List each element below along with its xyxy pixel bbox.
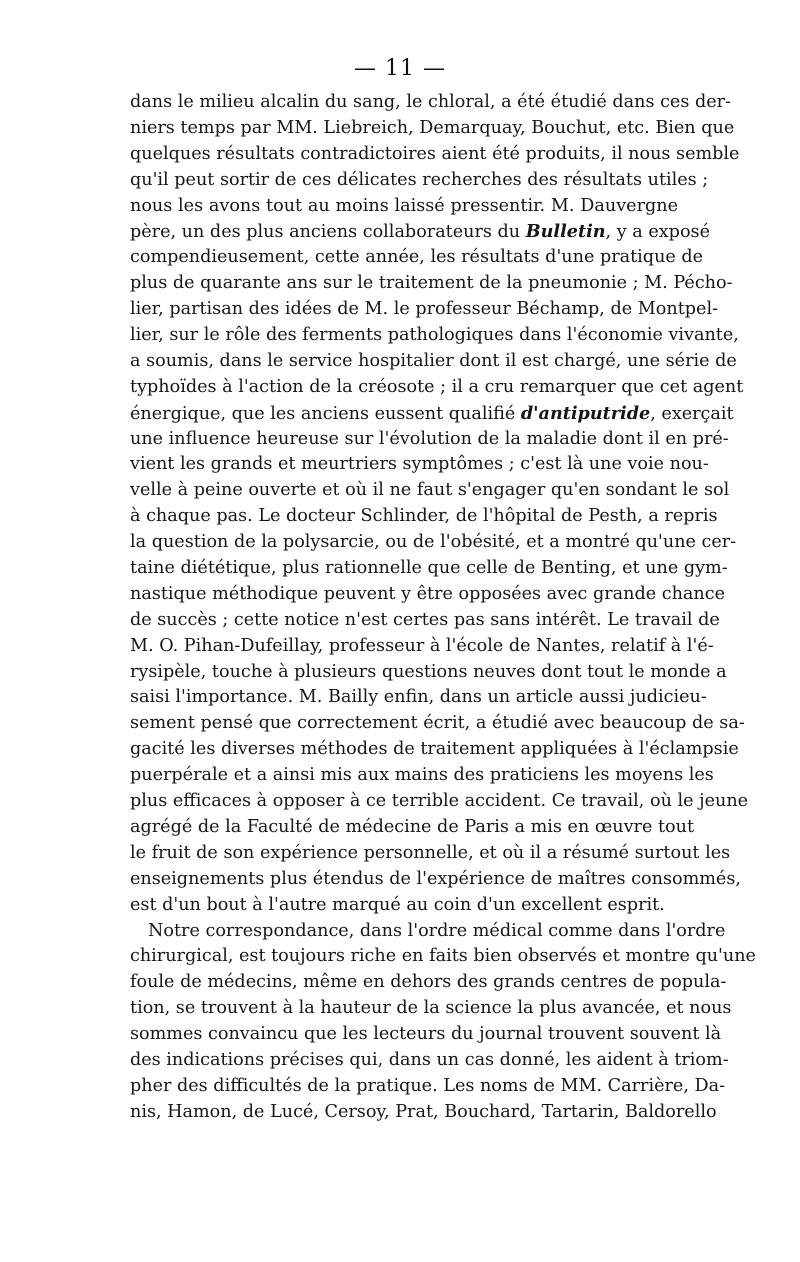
text-line: nastique méthodique peuvent y être opposées avec grande chance <box>130 583 726 604</box>
text-line: lier, partisan des idées de M. le professeur Béchamp, de Montpel- <box>130 299 719 320</box>
text-line: sommes convaincu que les lecteurs du journal trouvent souvent là <box>130 1024 722 1045</box>
text-line: pher des difficultés de la pratique. Les noms de MM. Carrière, Da- <box>130 1075 726 1096</box>
text-line: le fruit de son expérience personnelle, et où il a résumé surtout les <box>130 842 731 863</box>
text-line: foule de médecins, même en dehors des grands centres de popula- <box>130 972 727 993</box>
text-line: de succès ; cette notice n'est certes pas sans intérêt. Le travail de <box>130 609 720 630</box>
text-line: énergique, que les anciens eussent qualifié d'antiputride, exerçait <box>130 402 734 424</box>
text-line: est d'un bout à l'autre marqué au coin d'un excellent esprit. <box>130 894 665 915</box>
text-line: à chaque pas. Le docteur Schlinder, de l'hôpital de Pesth, a repris <box>130 506 718 527</box>
text-line: une influence heureuse sur l'évolution de la maladie dont il en pré- <box>130 428 729 449</box>
text-line: gacité les diverses méthodes de traitement appliquées à l'éclampsie <box>130 739 739 760</box>
text-line: sement pensé que correctement écrit, a étudié avec beaucoup de sa- <box>130 713 745 734</box>
text-line: dans le milieu alcalin du sang, le chloral, a été étudié dans ces der- <box>130 92 731 112</box>
text-line: M. O. Pihan-Dufeillay, professeur à l'école de Nantes, relatif à l'é- <box>130 635 714 656</box>
text-line: enseignements plus étendus de l'expérience de maîtres consommés, <box>130 868 741 889</box>
text-line: vient les grands et meurtriers symptômes ; c'est là une voie nou- <box>130 454 709 475</box>
text-line: agrégé de la Faculté de médecine de Paris a mis en œuvre tout <box>130 816 695 837</box>
text-line: tion, se trouvent à la hauteur de la science la plus avancée, et nous <box>130 998 732 1019</box>
page-number: — 11 — <box>354 56 446 81</box>
text-line: a soumis, dans le service hospitalier dont il est chargé, une série de <box>130 350 737 371</box>
text-line: père, un des plus anciens collaborateurs du Bulletin, y a exposé <box>130 221 710 243</box>
text-line: chirurgical, est toujours riche en faits bien observés et montre qu'une <box>130 946 756 967</box>
text-line: lier, sur le rôle des ferments pathologiques dans l'économie vivante, <box>130 325 739 346</box>
text-line: plus efficaces à opposer à ce terrible accident. Ce travail, où le jeune <box>130 791 749 812</box>
text-line: typhoïdes à l'action de la créosote ; il a cru remarquer que cet agent <box>130 376 744 397</box>
text-line: compendieusement, cette année, les résultats d'une pratique de <box>130 247 704 268</box>
text-line: puerpérale et a ainsi mis aux mains des praticiens les moyens les <box>130 765 714 786</box>
text-line: nis, Hamon, de Lucé, Cersoy, Prat, Bouchard, Tartarin, Baldorello <box>130 1101 717 1122</box>
text-line: des indications précises qui, dans un cas donné, les aident à triom- <box>130 1049 729 1070</box>
text-line: saisi l'importance. M. Bailly enfin, dans un article aussi judicieu- <box>130 687 707 708</box>
text-line: rysipèle, touche à plusieurs questions neuves dont tout le monde a <box>130 661 727 682</box>
text-line: quelques résultats contradictoires aient été produits, il nous semble <box>130 143 740 164</box>
text-line: velle à peine ouverte et où il ne faut s'engager qu'en sondant le sol <box>130 480 730 501</box>
body-text <box>130 90 756 1126</box>
text-line: niers temps par MM. Liebreich, Demarquay, Bouchut, etc. Bien que <box>130 117 735 138</box>
text-line: la question de la polysarcie, ou de l'obésité, et a montré qu'une cer- <box>130 532 737 553</box>
text-line: nous les avons tout au moins laissé pressentir. M. Dauvergne <box>130 195 678 216</box>
text-line: plus de quarante ans sur le traitement de la pneumonie ; M. Pécho- <box>130 273 733 294</box>
text-line: qu'il peut sortir de ces délicates recherches des résultats utiles ; <box>130 169 709 190</box>
text-line: Notre correspondance, dans l'ordre médical comme dans l'ordre <box>148 920 726 941</box>
text-line: taine diététique, plus rationnelle que celle de Benting, et une gym- <box>130 558 728 579</box>
